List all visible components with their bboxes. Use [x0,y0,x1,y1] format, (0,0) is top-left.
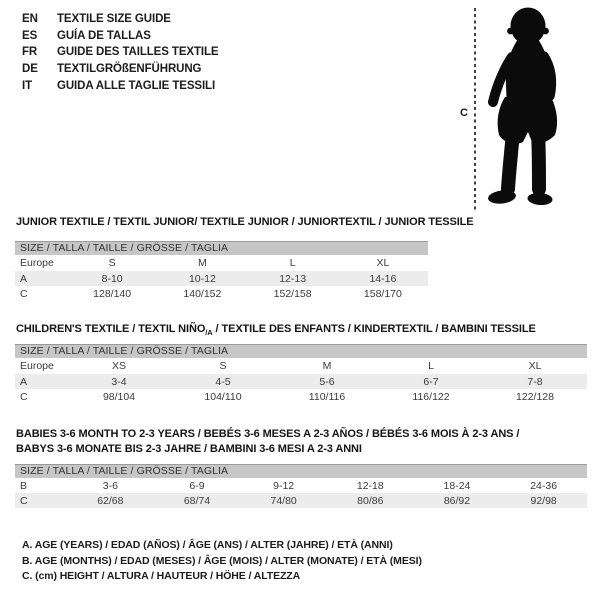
value-cell: 80/86 [357,494,384,507]
language-code: EN [22,13,38,25]
value-cell: 5-6 [319,375,335,388]
junior-table-wrap [15,241,428,301]
value-cell: 62/68 [97,494,124,507]
value-cell: 122/128 [516,390,554,403]
table-row [15,493,587,508]
value-cell: 14-16 [369,272,397,285]
junior-section-title: JUNIOR TEXTILE / TEXTIL JUNIOR/ TEXTILE JUNIOR / JUNIORTEXTIL / JUNIOR TESSILE [16,216,474,228]
size-cell: S [219,360,227,372]
junior-size-table [15,255,428,301]
row-label: C [20,494,28,507]
table-row [15,478,587,493]
babies-section-title [16,427,519,457]
row-label: A [20,272,28,285]
language-code: FR [22,46,38,59]
value-cell: 9-12 [273,479,295,492]
babies-table-wrap [15,464,587,508]
babies-title-line1: BABIES 3-6 MONTH TO 2-3 YEARS / BEBÉS 3-6 MESES A 2-3 AÑOS / BÉBÉS 3-6 MOIS À 2-3 ANS / [16,428,520,440]
size-cell: L [289,257,296,269]
height-measure-label: C [460,107,468,119]
language-title: TEXTILGRÖßENFÜHRUNG [57,63,202,76]
footnotes [22,538,422,585]
value-cell: 4-5 [215,375,231,388]
value-cell: 86/92 [443,494,471,507]
value-cell: 3-4 [111,375,127,388]
footnote-a: A. AGE (YEARS) / EDAD (AÑOS) / ÂGE (ANS) / ALTER (JAHRE) / ETÀ (ANNI) [22,539,393,551]
value-cell: 24-36 [530,479,558,492]
language-title: GUIDE DES TAILLES TEXTILE [57,46,219,59]
language-title: GUÍA DE TALLAS [57,29,151,42]
footnote-c: C. (cm) HEIGHT / ALTURA / HAUTEUR / HÖHE / ALTEZZA [22,570,301,583]
children-title-subscript: /A [205,327,213,337]
size-cell: M [322,360,332,372]
row-label: B [20,479,28,492]
language-code: DE [22,63,38,76]
language-code: IT [22,79,33,92]
table-row [15,374,587,389]
value-cell: 12-13 [279,272,307,285]
value-cell: 7-8 [527,375,543,388]
value-cell: 6-7 [423,375,439,388]
list-item [22,11,219,28]
language-code: ES [22,29,38,42]
children-size-header: SIZE / TALLA / TAILLE / GRÖSSE / TAGLIA [15,344,587,358]
size-cell: XL [376,257,390,269]
value-cell: 92/98 [530,494,557,507]
table-row [15,271,428,286]
value-cell: 140/152 [183,287,222,300]
list-item [22,61,219,78]
value-cell: 6-9 [189,479,205,492]
table-row [15,255,428,271]
size-cell: XL [528,360,542,372]
value-cell: 152/158 [273,287,312,300]
value-cell: 18-24 [443,479,471,492]
list-item [22,44,219,61]
row-label: C [20,287,28,300]
table-row [15,286,428,301]
language-title: TEXTILE SIZE GUIDE [57,13,171,25]
babies-title-line2: BABYS 3-6 MONATE BIS 2-3 JAHRE / BAMBINI 3-6 MESI A 2-3 ANNI [16,443,362,455]
children-size-table [15,358,587,404]
value-cell: 74/80 [270,494,297,507]
value-cell: 98/104 [102,390,136,403]
value-cell: 104/110 [204,390,242,403]
table-row [15,389,587,404]
language-list [22,11,219,94]
list-item [22,28,219,45]
row-label: A [20,375,28,388]
value-cell: 110/116 [308,390,346,403]
babies-size-table [15,478,587,508]
table-row [15,358,587,374]
size-cell: XS [111,360,126,372]
value-cell: 128/140 [93,287,132,300]
size-cell: M [198,257,207,269]
children-section-title [16,322,536,337]
row-label: Europe [20,257,54,269]
value-cell: 158/170 [363,287,402,300]
row-label: C [20,390,28,403]
height-measure-dotted-line [474,8,476,212]
row-label: Europe [20,360,54,372]
size-cell: L [428,360,434,372]
list-item [22,78,219,95]
value-cell: 116/122 [412,390,450,403]
children-title-post: / TEXTILE DES ENFANTS / KINDERTEXTIL / BAMBINI TESSILE [212,323,536,335]
value-cell: 12-18 [356,479,384,492]
footnote-b: B. AGE (MONTHS) / EDAD (MESES) / ÂGE (MOIS) / ALTER (MONATE) / ETÀ (MESI) [22,554,422,567]
children-table-wrap [15,344,587,404]
value-cell: 8-10 [101,272,123,285]
junior-size-header: SIZE / TALLA / TAILLE / GRÖSSE / TAGLIA [15,241,428,255]
children-title-pre: CHILDREN'S TEXTILE / TEXTIL NIÑO [16,323,206,335]
language-title: GUIDA ALLE TAGLIE TESSILI [57,79,216,92]
value-cell: 3-6 [102,479,118,492]
value-cell: 10-12 [188,272,216,285]
size-cell: S [108,257,116,269]
babies-size-header: SIZE / TALLA / TAILLE / GRÖSSE / TAGLIA [15,464,587,478]
value-cell: 68/74 [183,494,211,507]
baby-silhouette-image [481,5,577,211]
